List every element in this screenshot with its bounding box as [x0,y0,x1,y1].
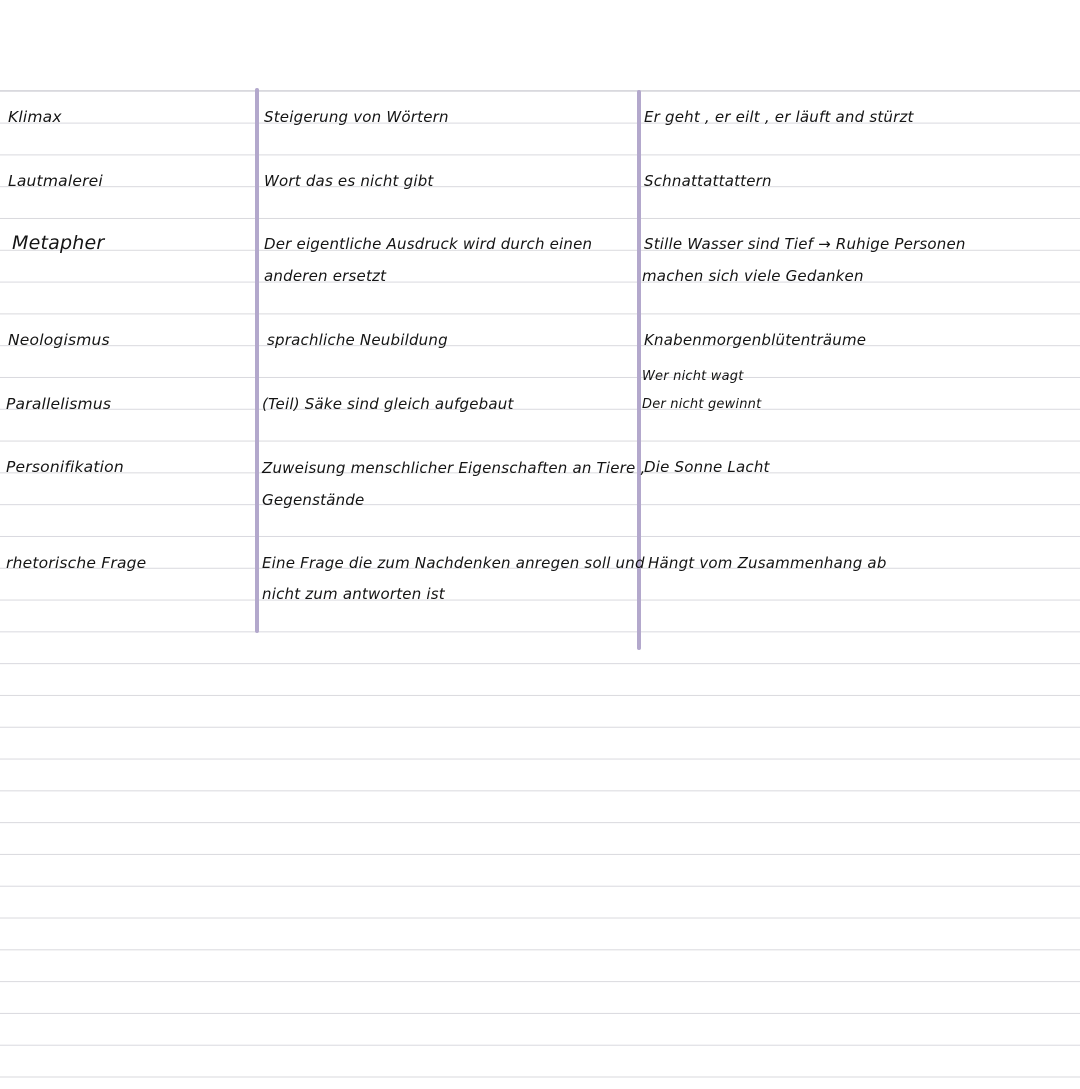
example-metapher-line2: machen sich viele Gedanken [642,267,864,285]
term-lautmalerei: Lautmalerei [8,172,103,190]
ruled-line [0,90,1080,91]
definition-parallelismus: (Teil) Säke sind gleich aufgebaut [262,395,514,413]
example-rhetorische-frage: Hängt vom Zusammenhang ab [648,554,887,572]
example-parallelismus-line1: Wer nicht wagt [642,369,744,384]
term-parallelismus: Parallelismus [6,395,112,413]
top-margin [0,0,1080,90]
definition-neologismus: sprachliche Neubildung [267,331,448,349]
term-neologismus: Neologismus [8,331,110,349]
definition-personifikation-line2: Gegenstände [262,491,365,509]
term-personifikation: Personifikation [6,458,124,476]
example-metapher-line1: Stille Wasser sind Tief → Ruhige Personen [644,235,966,253]
term-klimax: Klimax [8,108,62,126]
column-divider-1 [255,88,259,633]
definition-klimax: Steigerung von Wörtern [264,108,449,126]
definition-rhetorische-frage-line1: Eine Frage die zum Nachdenken anregen soll und [262,554,645,572]
definition-metapher-line2: anderen ersetzt [264,267,387,285]
definition-metapher-line1: Der eigentliche Ausdruck wird durch einen [264,235,593,253]
definition-rhetorische-frage-line2: nicht zum antworten ist [262,585,445,603]
example-personifikation: Die Sonne Lacht [644,458,770,476]
example-neologismus: Knabenmorgenblütenträume [644,331,867,349]
example-klimax: Er geht , er eilt , er läuft and stürzt [644,108,914,126]
example-lautmalerei: Schnattattattern [644,172,772,190]
definition-personifikation-line1: Zuweisung menschlicher Eigenschaften an Tiere , [262,459,646,477]
term-metapher: Metapher [12,232,105,254]
example-parallelismus-line2: Der nicht gewinnt [642,397,762,412]
term-rhetorische-frage: rhetorische Frage [6,554,147,572]
definition-lautmalerei: Wort das es nicht gibt [264,172,434,190]
